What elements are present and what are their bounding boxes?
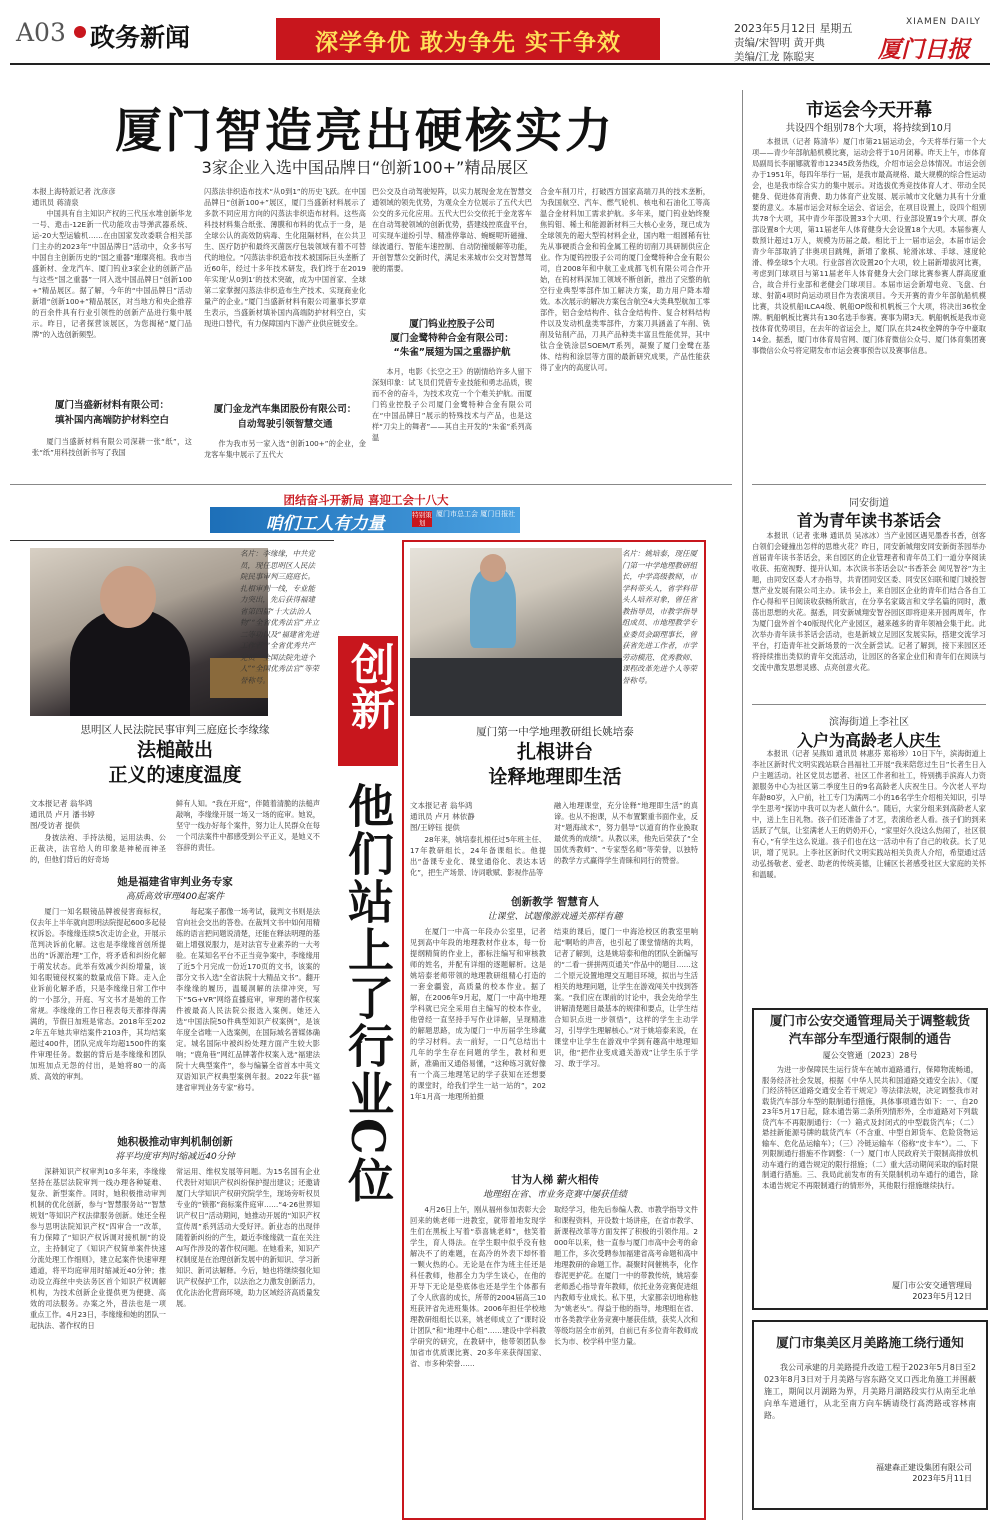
judge-subhead-1s: 高质高效审理400起案件	[125, 892, 225, 902]
teacher-subhead-2s: 地理组在省、市业务竞赛中屡获佳绩	[482, 1190, 627, 1200]
judge-title-2: 正义的速度温度	[108, 764, 242, 786]
teacher-head-shape	[480, 554, 506, 582]
judge-text-3: 深耕知识产权审判10多年来，李缘缘坚持在基层法院审判一线办理各种疑难、复杂、新型案件。同时，她积极推动审判机制的优化创新，参与“智慧服务站”“智慧规划”等知识产权法律服务创新。她还全程参与思明法院知识产权“四审合一”改革，有力保障了“知识产权诉调对接机制”的设立，主持制定了《知识产权简单案件快速分流处理工作细则》，建立起案件快速审理通道，将平均庭审用时缩减近40分钟；推动设立海丝中央法务区首个知识产权调解机构，为技术创新企业提供更为便捷、高效的司法服务。办案之外，普法也是一项重点工作。4月23日，李缘缘和她的团队一起执法、著作权的日	[30, 1167, 166, 1330]
page-number: A03	[16, 18, 66, 47]
notice-number: 厦公交管通〔2023〕28号	[822, 1051, 918, 1060]
notice-box-road	[752, 1320, 988, 1510]
lead-subtitle: 3家企业入选中国品牌日“创新100+”精品展区	[201, 158, 529, 177]
feature-banner-top: 团结奋斗开新局 喜迎工会十八大	[283, 493, 449, 507]
teacher-text-3b: 取经学习，他先后参编人教、市教学指导文件和课程资料，开设数十场讲座，在省市教学、新课程改革等方面发挥了积极的引领作用。2000年以来，他一直参与厦门市高中会考的命题工作，多次受聘参加福建省高考命题和高中地理教研的命题工作。凝聚时间催桃李，化作春泥更护花。在厦门一中的带教传统，姚培泰老师悉心指导青年教师，依托业务竞赛促进组内教师专业成长。私下里，大家都亲切地称他为“姚老头”。得益于他的指导，地理组在省、市各类教学业务竞赛中屡获佳绩，获奖人次和等级均居全市前列，自前已有多位青年教师成长为市、校学科中坚力量。	[554, 1205, 698, 1346]
notice-signer: 厦门市公安交通管理局	[892, 1281, 972, 1290]
teacher-title-1: 扎根讲台	[516, 741, 593, 763]
byline-reporter: 本报上海特派记者 沈彦彦	[32, 187, 116, 196]
judge-caption: 名片：李缘缘，中共党员，现任思明区人民法院民事审判三庭庭长。扎根审判一线，专业能力突出，先后获得福建省第四届“十大法治人物”“全省优秀法官”并立二等功以及“福建省先进工作者”“全省优秀共产党员”“全国法院先进个人”“全国优秀法官”等荣誉称号。	[240, 549, 320, 685]
notice2-text: 我公司承建的月美路提升改造工程于2023年5月8日至2023年8月3日对于月美路与容东路交叉口西北角施工并围蔽施工，期间以月湖路为界，月美路月湖路段实行从南至北单向单车道通行，从北至南方向车辆请绕行高湾路或容林南路。	[764, 1363, 976, 1420]
lead-col3-text: 巴公交及自动驾驶短阵，以实力展现金龙在智慧交通领域的领先优势，为观众全方位展示了五代大巴公交的多元化应用。五代大巴公交依托于金龙客车在自动驾驶领域的创新优势，搭建线控底盘平台，可实现车道纷引导、精准停靠站、蜿蜒呢听磁撞、绿波通行、智能车速控制、自动防撞缓解等功能，开创智慧公交新时代，满足未来城市公交对智慧驾驶的需要。	[372, 187, 532, 273]
lead-col3b-text: 本月，电影《长空之王》的剧情给许多人留下深刻印象：试飞员们凭借专业技能和勇志品质，锲而不舍的奋斗，为技术攻克一个个难关护航。而厦门钨业控股子公司厦门金鹭特种合金有限公司在“中国品牌日”展示的特殊技术与产品，也是这样“刀尖上的舞者”——其自主开发的“朱雀”系列高温	[372, 367, 532, 442]
feature-vertical-headline: 他们站上了行业C位	[341, 782, 395, 1205]
feature-banner-co: 厦门市总工会 厦门日报社	[436, 510, 516, 518]
subhead-jinlu: 厦门金鹭特种合金有限公司：	[390, 333, 514, 344]
judge-text-2: 厦门一知名眼镜品牌被侵害商标权，仅去年上半年就向思明法院提起600多起侵权诉讼。李缘缘连续5次走访企业，开展示范判决诉前化解。这也是李缘缘首创所提出的“诉源治理”工作，将矛盾和纠纷化解于萌发状态。此举有效减少纠纷增量，该知名眼镜侵权案的数量成倍下降。走入企业诉前化解矛盾，只是李缘缘日常工作中的一小部分，开庭、写文书才是她的工作常规。李缘缘的工作日程表每天都排得满满的，节假日加班是常态。2018年至2022年五年她共审结案件2103件，其均结案超过400件，团队完成年均超1500件的案件审理任务。数据的背后是李缘缘和团队加班加点无怨的付出，是她将80一的高质、高效的审判。	[30, 907, 166, 1081]
paper-logo: 厦门日报	[878, 36, 970, 63]
subhead-jinlong: 厦门金龙汽车集团股份有限公司：	[213, 404, 357, 415]
birthday-tag: 滨海街道上李社区	[829, 717, 909, 728]
judge-face-shape	[100, 566, 156, 628]
notice-date: 2023年5月12日	[912, 1292, 972, 1301]
teacher-text-1b: 融入地理课堂，充分诠释“地理即生活”的真谛。也从不抱课，从不布置繁重书面作业，反对“题海战术”，努力倡导“以道育的作业换取最优秀的成绩”。从教以来，他先后荣获了“全国优秀教师”、“专家型名师”等荣誉，以独特的教学方式赢得学生青睐和同行的赞誉。	[554, 801, 698, 865]
reading-tag: 同安街道	[849, 498, 889, 509]
lead-col1-text: 中国具有自主知识产权的三代压水堆创新华龙一号、遨击-12E新一代功能攻击导弹武器系统、运-20大型运输机……在由国家发改委联合相关部门主办的2023年“中国品牌日”活动中，众多书写中国自主创新历史的“国之重器”璀璨亮相。我市当盛新材、金龙汽车、厦门钨业3家企业的创新产品与这些“国之重器”一同入选中国品牌日“创新100+”精品展区。据了解，今年的“中国品牌日”活动新增“创新100+”精品展区，对当地方和央企推荐的百余件具有行业引领性的创新产品进行集中展示。昨日，记者探营该展区，为您揭秘“厦门品牌”的入选创新频型。	[32, 209, 192, 339]
notice-title: 厦门市公安交通管理局关于调整载货汽车部分车型通行限制的通告	[769, 1013, 970, 1046]
lead-byline	[32, 186, 150, 208]
editors-line-1: 责编/宋智明 黄开典	[734, 37, 825, 49]
games-subtitle: 共设四个组别78个大项，将持续到10月	[785, 123, 953, 134]
birthday-title: 入户为高龄老人庆生	[796, 731, 941, 750]
judge-byline: 文本报记者 翁华鸿 通讯员 卢月 潘书婷 图/受访者 提供	[30, 799, 95, 830]
editors-line-2: 美编/江龙 陈聪実	[734, 51, 815, 63]
teacher-title-2: 诠释地理即生活	[488, 766, 622, 788]
subhead-zhuque: “朱雀”展翅为国之重器护航	[393, 347, 511, 358]
profile-photo-judge	[30, 548, 268, 716]
judge-subhead-1: 她是福建省审判业务专家	[117, 876, 233, 888]
page-dot-icon	[74, 26, 86, 38]
teacher-text-2: 在厦门一中高一年段办公室里，记者见到高中年段的地理教材作业本，每一份提纲精简的作业上，都标注编写和审核教师的姓名，并配有详细的逐题解析。这是姚培泰老师带领的地理教研组精心打造的一套金疆瓷，高质量的校本作业。据了解，在2006年9月起，厦门一中高中地理学科就已完全采用自主编写的校本作业，他曾经一直坚持手写作业详解，呈现精准的解题思路，成为厦门一中历届学生珍藏的学习材料。去一前好，一口气总结出十几年的学生存在问题的学生，教材和更新，准确而又通俗易懂，“这种练习就好像有一个高三地理笔记的学子获知在还想要的课堂时，给我们学生一站一站的”，2021年1月高一地理所拍摄	[410, 927, 546, 1101]
judge-text-2b: 每起案子都像一场考试，裁判文书则是法官向社会交出的答卷。在裁判文书中如何用精练的语言把问题说清楚，还能在释法明理的基础上增强说服力，是对法官专业素养的一大考验。在某知名平台不正当竞争案中，李缘缘用了近5个月完成一份近170页的文书，该案的部分文书入选“全省法院十大精品文书”。翻开李缘缘的履历，温暖洞解的法律冲突，写下“5G+VR”网络直播庭审，审理的著作权案件被最高人民法院公报选入案例。她还入选“中国法院50件典型知识产权案例”，是该年度全省唯一入选案例，在国际城名普媒体确定。城名国际中被纠纷处理方面产生较大影响；“鹿角巷”网红品牌著作权案入选“福建法院十大典型案件”，参与编纂全省首本中英文双语知识产权典型案例年报。2022年获“福建省审判业务专家”称号。	[176, 907, 320, 1092]
reading-text: 本报讯（记者 张琳 通讯员 吴冰冰）当产业园区遇见墨香书香，创客白领们会碰撞出怎样的思维火花？昨日，同安新城翔安同安新街茶园举办首届青年读书茶话会，来自园区的企业管理者和青年员工们一道分享阅读收获、拓宽视野、提升认知。本次读书茶话会以“书香茶会 阅见智谷”为主题，由同安区委人才办指导，共青团同安区委、同安区妇联和厦门城投智慧产业发展有限公司主办。读书会上，来自园区企业的青年们结合各自工作心得和平日阅读收获畅所欲言，在分享名家箴言和文学名篇的同时，激荡出思想的火花。据悉，同安新城翔安智谷园区即将迎来开园两周年，作为厦门盘外首个40版现代化产业园区，越来越多的青年领袖会集于此。此次举办青年读书茶话会活动，也是新城立足园区发展实际，搭建交流学习平台，打造青年社交新场景的一次全新尝试。记者了解到，接下来园区还将持续推出类似的青年交流活动，让园区的各家企业们和青年们在阅读与交流中激发思想灵感、点亮创意火花。	[752, 531, 986, 672]
issue-date: 2023年5月12日 星期五	[734, 22, 853, 35]
teacher-subhead-1: 创新教学 智慧育人	[511, 896, 599, 908]
birthday-text: 本报讯（记者 吴燕如 通讯员 林惠芬 郑裕珍）10日下午，滨海街道上李社区新时代文明实践站联合昌福社工开展“我来陪您过生日”长者生日入户主题活动。社区党员志愿者、社区工作者和社工，特别携手滨海人力资源服务中心为社区第二季度生日的9名高龄老人庆祝生日。今次老人平均年龄80岁，入户前，社工专门为满两二小的16名学生介绍相关知识，引导学生思考“探访中我可以为老人做什么”。随后，大家分组来到高龄老人家中，送上生日礼物。孩子们还准备了才艺，表演给老人看。孩子们的到来活跃了气氛，让室满老人王的奶奶开心，“家里好久没这么热闹了，社区很有心，”有学生这么说道。孩子们也在这一活动中有了自己的收获。长了见识，增了见识。上李社区新时代文明实践站相关负责人介绍，希望通过活动弘扬敬老、爱老、助老的传统美德，让辅区长者感受社区大家庭的关怀和温暖。	[752, 749, 986, 879]
teacher-byline: 文本报记者 翁华鸿 通讯员 卢月 林依静 图/王婷钰 提供	[410, 801, 475, 832]
feature-banner-tag: 特别策划	[412, 511, 432, 527]
feature-banner-main: 咱们工人有力量	[265, 514, 385, 534]
notice2-title: 厦门市集美区月美路施工绕行通知	[776, 1335, 964, 1350]
reading-title: 首为青年读书茶话会	[796, 511, 941, 530]
judge-text-1b: 鲜有人知。“我在开庭”，伴随着清脆的法槌声敲响，李缘缘开展一场又一场的庭审。她说，坚守一线办好每个案件，努力让人民群众在每一个司法案件中都感受到公平正义，是她义不容辞的责任。	[176, 799, 320, 852]
teacher-subhead-1s: 让课堂、试题像游戏通关那样有趣	[487, 912, 623, 922]
byline-correspondent: 通讯员 蒋清泉	[32, 198, 79, 207]
subhead-jinlong-2: 自动驾驶引领智慧交通	[237, 419, 333, 430]
teacher-text-2b: 结束的课后，厦门一中海沧校区的教室里响起“啊哈的声音，也引起了课堂情绪的共鸣，记者了解到，这是姚培泰和他的团队全新编写的“二看一拼拼两页通关”作品中的题目……这二个原元设置地理交互题目环境，拟出与生活相关的地理问题，让学生在游戏闯关中找到答案。“我们应在课前的讨论中，我会先给学生讲解清楚题目最基本的规律和要点，让学生结合知识点进一步领悟”，这样的学生主动学习，引导学生理解核心。”对于姚培泰来说，在课堂中让学生在游戏中学到有趣高中地理知识，他“把作业变成通关游戏”让学生乐于学习、敢于学习。	[554, 927, 698, 1068]
teacher-kicker: 厦门第一中学地理教研组长姚培泰	[476, 726, 634, 738]
innovation-badge-text: 创新	[343, 642, 394, 730]
subhead-dangsheng: 厦门当盛新材料有限公司：	[54, 400, 169, 411]
notice-box-traffic	[752, 1008, 988, 1310]
section-title: 政务新闻	[90, 23, 191, 52]
judge-subhead-2s: 将平均度审判时缩减近40分钟	[115, 1152, 235, 1162]
students-shape	[410, 658, 622, 716]
paper-name-en: XIAMEN DAILY	[906, 17, 981, 27]
teacher-text-3: 4月26日上午，刚从福州参加表彰大会回来的姚老师一进教室，就带着地发现学生们在黑板上写着“恭喜姚老师”，他笑着学生，育人得法。在学生眼中似乎没有他解决不了的难题，在高冷的外表下却怀着一颗火热的心。无论是在作为班主任还是科任教师，他都全力为学生谈心，在他的开导下无论是垫底体也还是学生个体都有了令人欣喜的成长，所带的2004届高三10班获评省先进班集体。2006年担任学校地理教研组组长以来，姚老师成立了“课时设计团队”和“地理中心组”……建设中学科教学研究的研究，在教研中，他带领团队参加省市优质课比赛、20多年来获得国家、省、市多种荣誉……	[410, 1205, 546, 1368]
teacher-text-1: 28年来，姚培泰扎根任过5年班主任、17年教研组长，24年备课组长。他提出“备课专业化、课堂通俗化、表达本话化”，把生产场景、诗词歌赋、影视作品等	[410, 835, 546, 877]
judge-title-1: 法槌敲出	[136, 739, 213, 761]
judge-text-1: 身披法袍、手持法槌，运用法典、公正裁决，法官给人的印象是神秘而神圣的，但他们背后的好奇场	[30, 833, 166, 864]
subhead-xiamu: 厦门钨业控股子公司	[409, 319, 495, 330]
lead-col4-text: 合金车削刀片，打破西方国家高端刀具的技术垄断，为我国航空、汽车、燃气轮机、核电和石油化工等高温合金材料加工需求护航。多年来，厦门钨业始终聚焦钨钼、稀土和能源新材料三大核心业务，现已成为全球领先的超大型钨材料企业，国内唯一组圆稀有钍先从事硬质合金和钨金属工程的切削刀具研制供应企业。作为厦钨控股子公司的厦门金鹭特种合金有限公司，自2008年和中航工业成都飞机有限公司合作开始，在钨材料深加工领域不断创新，推出了完整的航空行业典型零部件加工解决方案，助力用户降本增效。本次展示的解决方案包含航空4大类典型航加工零部件，铝合金结构件、钛合金结构件、复合材料结构件以及发动机盘类零部件，方案刀具涵盖了车削、铣削及钻削产品，刀具产品种类丰富且性能优异，其中钛合金铣涂层SOEM/T系列，凝聚了厦门金鹭在基体、结构和涂层等方面的最新研究成果，产品性能获得了业内的高度认可。	[540, 187, 710, 372]
games-title: 市运会今天开幕	[806, 100, 932, 121]
teacher-subhead-2: 甘为人梯 薪火相传	[511, 1174, 599, 1186]
slogan-text: 深学争优 敢为争先 实干争效	[314, 30, 621, 56]
teacher-caption: 名片：姚培泰，现任厦门第一中学地理教研组长，中学高级教师，市学科带头人，省学科带头人培养对象，曾任省教指导员，市教学指导组成员、市地理教学专业委员会副理事长，曾获省先进工作者，市学劳动模范、优秀教师、课程改革先进个人等荣誉称号。	[622, 549, 697, 685]
judge-subhead-2: 她积极推动审判机制创新	[117, 1136, 233, 1148]
lead-col2-text: 闪蒸法非织造布技术“从0到1”的历史飞跃。在中国品牌日“创新100+”展区，厦门当盛新材料展示了多款不同应用方向的闪蒸法非织造布材料。这些高科技材料集合纸张、薄膜和布料的优点于一身，是全球公认的高效防病毒、生化阻隔材料，在公共卫生、医疗防护和最终灭菌医疗包装领域有着不可替代的地位。“闪蒸法非织造布技术被国际巨头垄断了近60年，经过十多年技术研发，我们终于在2019年实现‘从0到1’的技术突破，成为中国首家、全球第二家掌握闪蒸法非织造布生产技术、实现商业化量产的企业。”厦门当盛新材料有限公司董事长罗章生表示，当盛新材填补国内高端防护材料空白，实现进口替代，有力保障国内下游产业供应链安全。	[204, 187, 366, 328]
subhead-dangsheng-2: 填补国内高端防护材料空白	[54, 415, 169, 426]
notice2-signer: 福建森正建设集团有限公司	[876, 1463, 972, 1472]
judge-kicker: 思明区人民法院民事审判三庭庭长李缘缘	[80, 724, 270, 736]
lead-title: 厦门智造亮出硬核实力	[115, 104, 615, 159]
judge-text-3b: 常运用、维权发展等问题。为15名国有企业代表针对知识产权纠纷保护提出建议；还邀请厦门大学知识产权研究院学生，现场旁听权员专业的“锁都”商标案件庭审……“4·26世界知识产权日”活动期间，她推动开展的“知识产权宣传周”系列活动大受好评。新业态的出现伴随着新纠纷的产生，最近李缘缘就一直在关注AI写作涉及的著作权问题。在她看来，知识产权制度是在治理创新发展中的新知识、学习新知识、新司法解释。今后，她也将继续强化知识产权保护工作，以法治之力激发创新活力，优化法治化营商环境，助力区域经济高质量发展。	[176, 1167, 320, 1308]
lead-col1b-text: 厦门当盛新材料有限公司深耕一张“纸”，这张“纸”用科技创新书写了我国	[32, 437, 192, 457]
lead-col2b-text: 作为我市另一家入选“创新100+”的企业，金龙客车集中展示了五代大	[204, 439, 366, 459]
masthead	[0, 0, 1000, 62]
profile-photo-teacher	[410, 548, 622, 716]
games-text: 本报讯（记者 陈清华）厦门市第21届运动会，今天将举行第一个大项——青少年部航船机模比赛，运动会将于10月闭幕。昨天上午，市体育局副局长李丽娜就着市12345政务热线，介绍市运会总体情况。市运会创办于1951年，每四年举行一届，是我市最高规格、最大规模的综合性运动会，也是我市综合实力的集中展示。对选拔优秀竞技体育人才、带动全民健身、促进体育消费、助力体育产业发展、展示城市文化魅力具有十分重要的意义。本届市运会对标全运会、省运会，在项目设置上，设四个组别共78个大项，其中青少年部设置33个大项、行业部设置19个大项、群众部设置8个大项，第11届老年人体育健身大会设置18个大项。本届参赛人数预计超过1万人，规模为历届之最。相比于上一届市运会，本届市运会青少年部取消了非奥项目跳绳，新增了象棋、轮滑冰球、手球、速度轮滑、棒垒球5个大项。行业部首次设置20个大项，较上届新增拔河比赛，考虑到门球项目与第11届老年人体育健身大会门球比赛参赛人群高度重合，故合并行业部和老健会门球项目。本届市运会新增电竞、飞盘、台球、射箭4项时尚运动项目作为表演项目。今天开赛的青少年部航船机模比赛，共设机船ILCA4级、帆船OP级和机帆板三个大项，将决出36枚金牌。帆船帆板比赛共有130名选手参赛。赛事为期3天。帆船帆板是我市竞技体育优势项目，在去年的省运会上，厦门队在共24枚金牌的争夺中豪取14金。据悉，厦门市体育局官网、厦门体育微信公众号、厦门体育集团赛事微信公众号将定期发布市运会赛事预告以及赛事信息。	[752, 137, 986, 355]
notice-text: 为进一步保障民生运行货车在城市道路通行，保障物流畅通，服务经济社会发展，根据《中华人民共和国道路交通安全法》、《厦门经济特区道路交通安全若干规定》等法律法规，决定调整我市对载货汽车部分车型的限制通行措施，具体事项通告如下：一、自2023年5月17日起，除本通告第二条所列情形外，全市道路对下列载货汽车不再限制通行：（一）箱式及封闭式的中型载货汽车；（二）悬挂新能源号牌的载货汽车（不含重、中型自卸货车、危险货物运输车、危化品运输车）；（三）冷链运输车（俗称“皮卡车”）。二、下列限制通行措施不作调整：（一）厦门市人民政府关于限制高排放机动车通行的通告规定的限行措施；（二）重大活动期间采取的临时限制通行措施。三、我局此前发布的有关限制机动车通行的通告，除本通告规定不再限制通行的情形外，其他限行措施继续执行。	[762, 1065, 978, 1190]
notice2-date: 2023年5月11日	[912, 1474, 972, 1483]
